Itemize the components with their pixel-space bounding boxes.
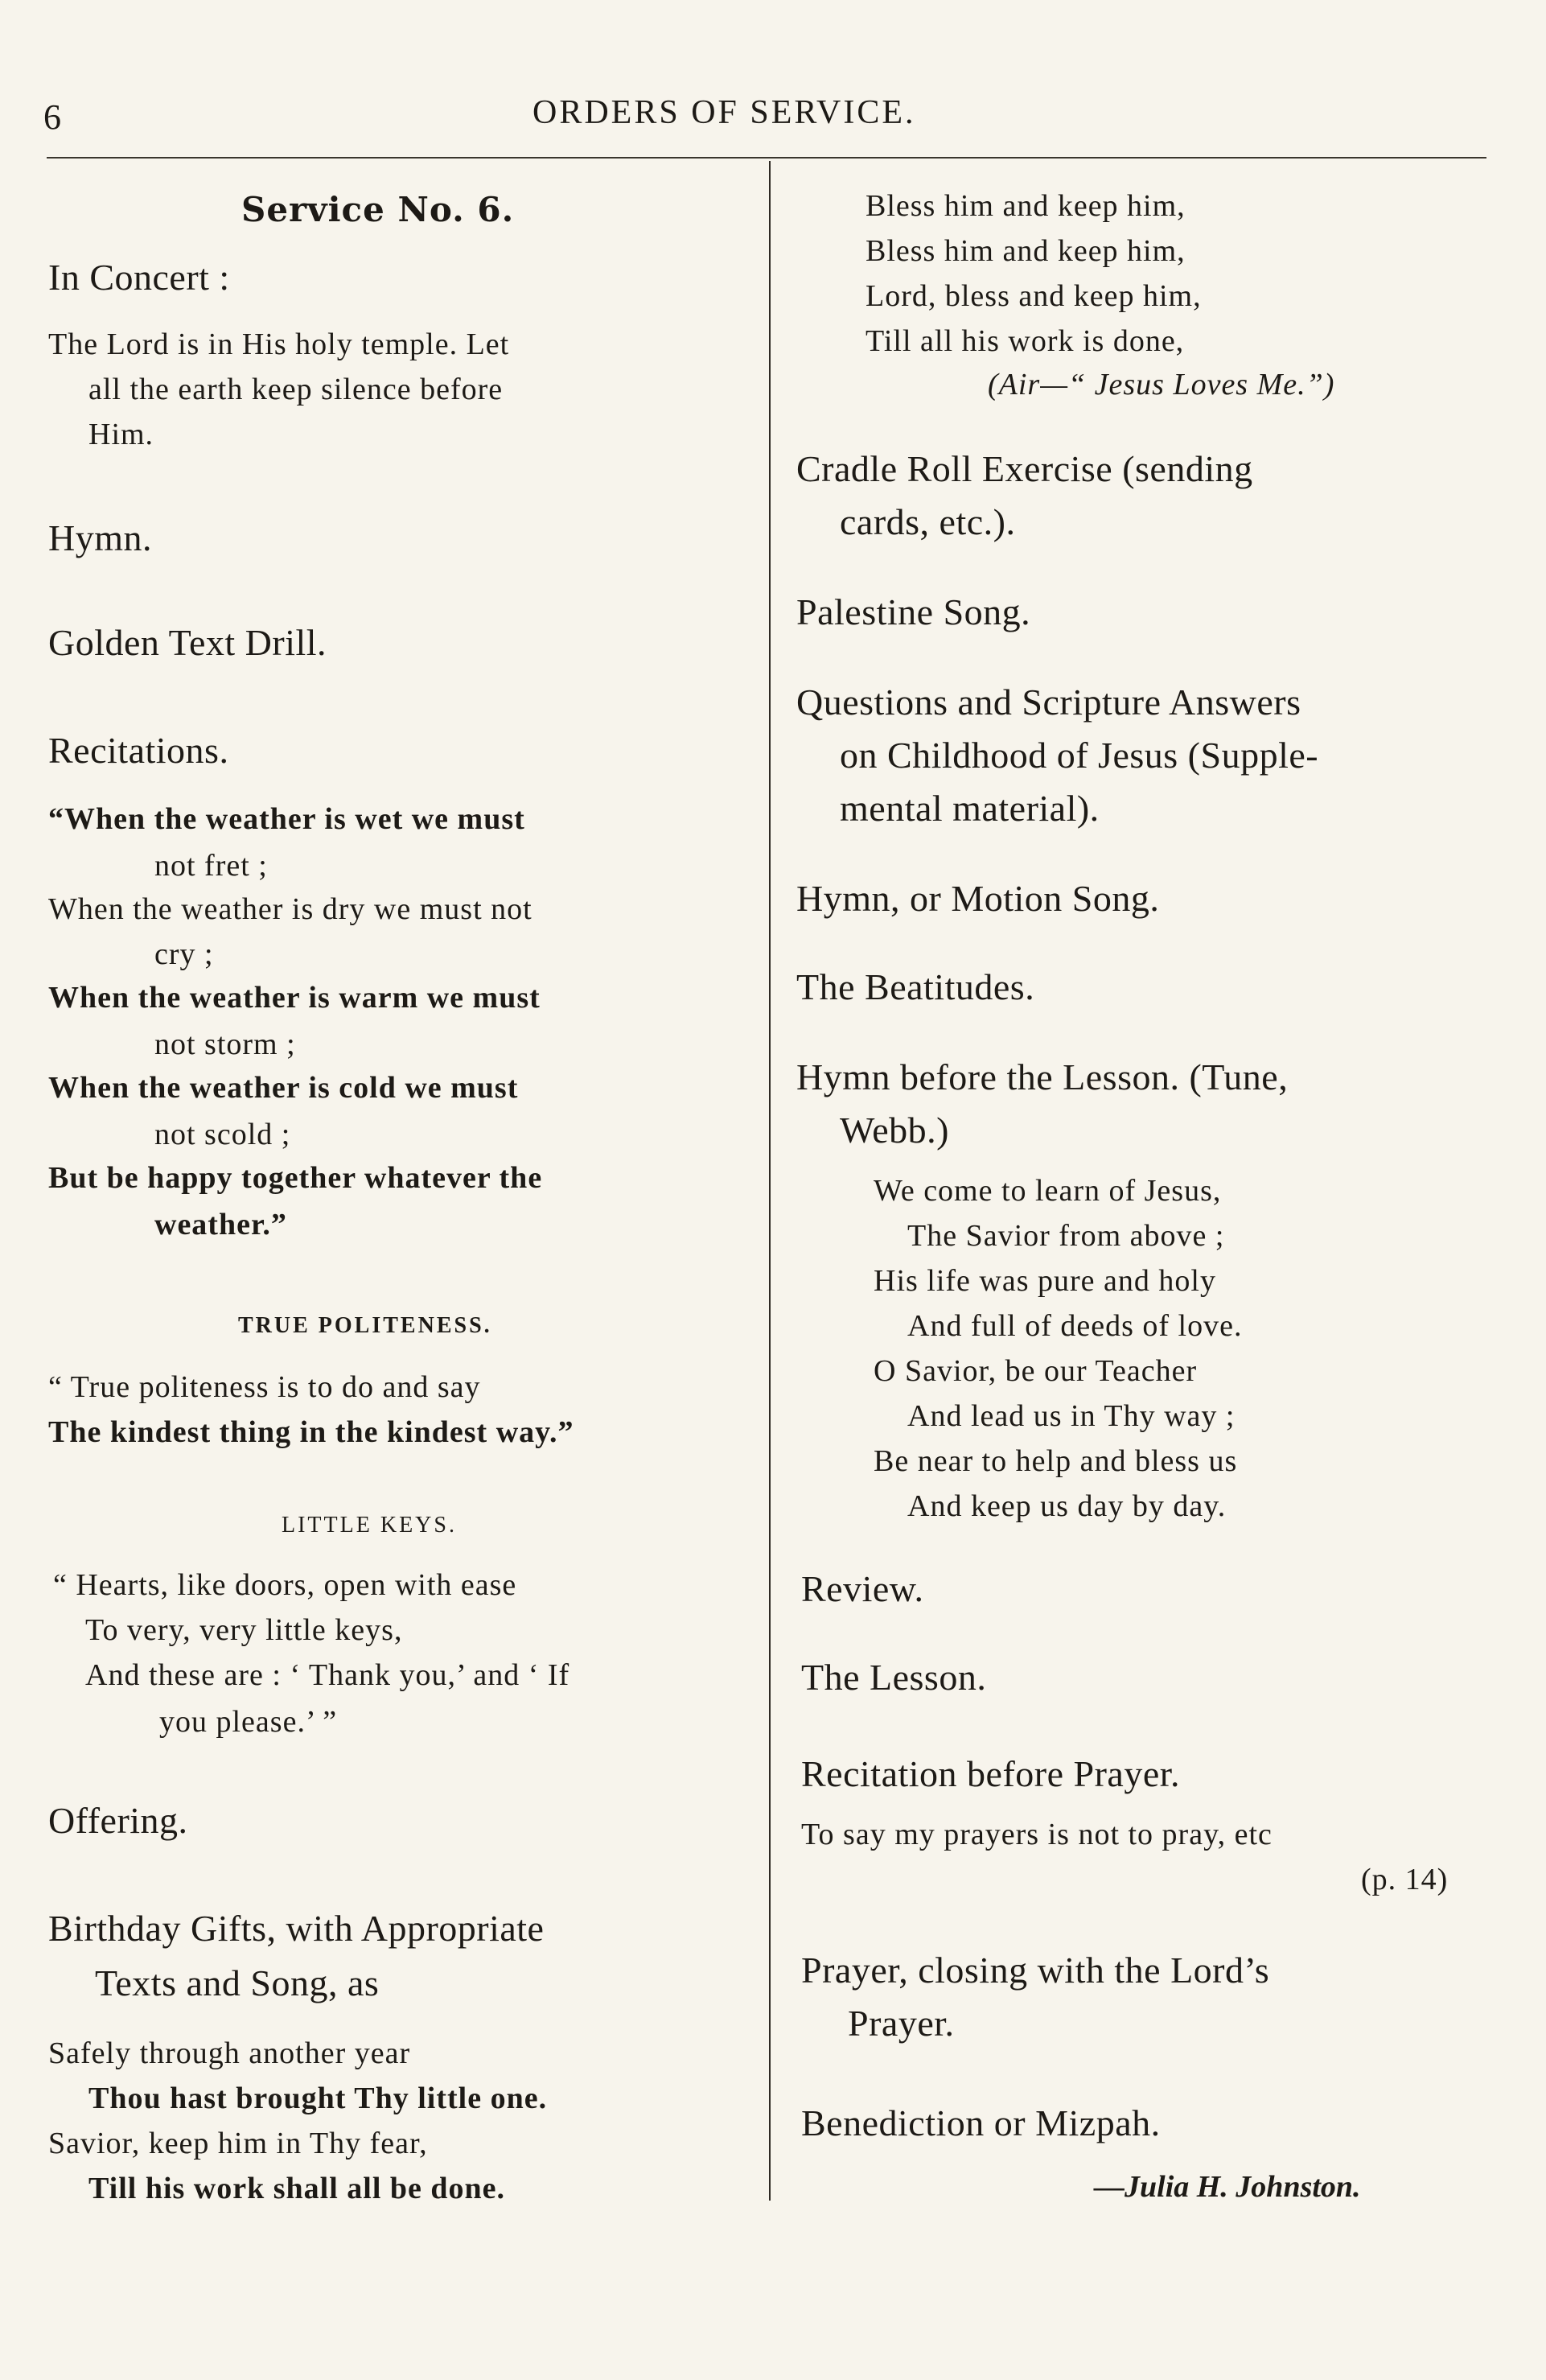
air-note: (Air—“ Jesus Loves Me.”) — [988, 368, 1335, 401]
page-number: 6 — [43, 97, 61, 137]
birthday-song-line: Savior, keep him in Thy fear, — [48, 2127, 428, 2160]
birthday-gifts-heading: Birthday Gifts, with Appropriate — [48, 1908, 545, 1949]
poem-line: not storm ; — [154, 1027, 296, 1061]
lesson-hymn-line: His life was pure and holy — [874, 1264, 1216, 1298]
concert-line: Him. — [88, 418, 154, 451]
running-head: ORDERS OF SERVICE. — [532, 94, 916, 131]
bless-line: Bless him and keep him, — [866, 234, 1186, 268]
keys-line: And these are : ‘ Thank you,’ and ‘ If — [85, 1658, 570, 1692]
offering-heading: Offering. — [48, 1800, 188, 1841]
benediction-heading: Benediction or Mizpah. — [801, 2102, 1161, 2143]
poem-line: When the weather is dry we must not — [48, 892, 532, 926]
attribution: —Julia H. Johnston. — [1094, 2170, 1361, 2204]
service-title: Service No. 6. — [241, 190, 515, 229]
the-lesson-heading: The Lesson. — [801, 1657, 987, 1698]
hymn-before-lesson-heading: Webb.) — [840, 1110, 949, 1151]
poem-line: cry ; — [154, 937, 214, 971]
keys-line: “ Hearts, like doors, open with ease — [53, 1568, 517, 1602]
poem-line: not scold ; — [154, 1118, 291, 1151]
keys-line: you please.’ ” — [159, 1705, 338, 1739]
birthday-song-line: Till his work shall all be done. — [88, 2172, 506, 2205]
prayer-recitation-line: To say my prayers is not to pray, etc — [801, 1818, 1273, 1851]
prayer-heading: Prayer, closing with the Lord’s — [801, 1950, 1270, 1991]
in-concert-heading: In Concert : — [48, 257, 230, 298]
hymn-heading: Hymn. — [48, 517, 152, 558]
poem-line: When the weather is cold we must — [48, 1071, 519, 1105]
poem-line: not fret ; — [154, 849, 268, 883]
birthday-gifts-heading: Texts and Song, as — [95, 1962, 380, 2003]
politeness-line: The kindest thing in the kindest way.” — [48, 1415, 574, 1449]
review-heading: Review. — [801, 1568, 924, 1609]
lesson-hymn-line: O Savior, be our Teacher — [874, 1354, 1198, 1388]
golden-text-heading: Golden Text Drill. — [48, 622, 327, 663]
lesson-hymn-line: The Savior from above ; — [907, 1219, 1225, 1253]
bless-line: Lord, bless and keep him, — [866, 279, 1202, 313]
hymn-before-lesson-heading: Hymn before the Lesson. (Tune, — [796, 1056, 1289, 1097]
palestine-song-heading: Palestine Song. — [796, 591, 1031, 632]
poem-line: But be happy together whatever the — [48, 1161, 543, 1195]
questions-heading: Questions and Scripture Answers — [796, 681, 1301, 723]
beatitudes-heading: The Beatitudes. — [796, 966, 1035, 1007]
cradle-roll-heading: cards, etc.). — [840, 501, 1016, 542]
poem-line: weather.” — [154, 1208, 287, 1241]
birthday-song-line: Thou hast brought Thy little one. — [88, 2081, 548, 2115]
politeness-line: “ True politeness is to do and say — [48, 1370, 481, 1404]
questions-heading: on Childhood of Jesus (Supple- — [840, 735, 1319, 776]
bless-line: Till all his work is done, — [866, 324, 1185, 358]
lesson-hymn-line: We come to learn of Jesus, — [874, 1174, 1222, 1208]
lesson-hymn-line: And full of deeds of love. — [907, 1309, 1243, 1343]
concert-line: The Lord is in His holy temple. Let — [48, 327, 510, 361]
questions-heading: mental material). — [840, 788, 1100, 829]
true-politeness-heading: TRUE POLITENESS. — [238, 1313, 492, 1338]
hymn-motion-heading: Hymn, or Motion Song. — [796, 878, 1160, 919]
poem-line: When the weather is warm we must — [48, 981, 541, 1015]
poem-line: “When the weather is wet we must — [48, 802, 525, 836]
page-reference: (p. 14) — [1361, 1863, 1449, 1896]
lesson-hymn-line: And lead us in Thy way ; — [907, 1399, 1236, 1433]
bless-line: Bless him and keep him, — [866, 189, 1186, 223]
recitation-before-prayer-heading: Recitation before Prayer. — [801, 1753, 1181, 1794]
header-rule — [47, 157, 1486, 159]
lesson-hymn-line: And keep us day by day. — [907, 1489, 1227, 1523]
little-keys-heading: LITTLE KEYS. — [282, 1513, 457, 1538]
birthday-song-line: Safely through another year — [48, 2036, 411, 2070]
cradle-roll-heading: Cradle Roll Exercise (sending — [796, 448, 1253, 489]
prayer-heading: Prayer. — [848, 2003, 955, 2044]
column-divider — [769, 161, 771, 2201]
concert-line: all the earth keep silence before — [88, 373, 504, 406]
keys-line: To very, very little keys, — [85, 1613, 403, 1647]
recitations-heading: Recitations. — [48, 730, 229, 771]
lesson-hymn-line: Be near to help and bless us — [874, 1444, 1238, 1478]
